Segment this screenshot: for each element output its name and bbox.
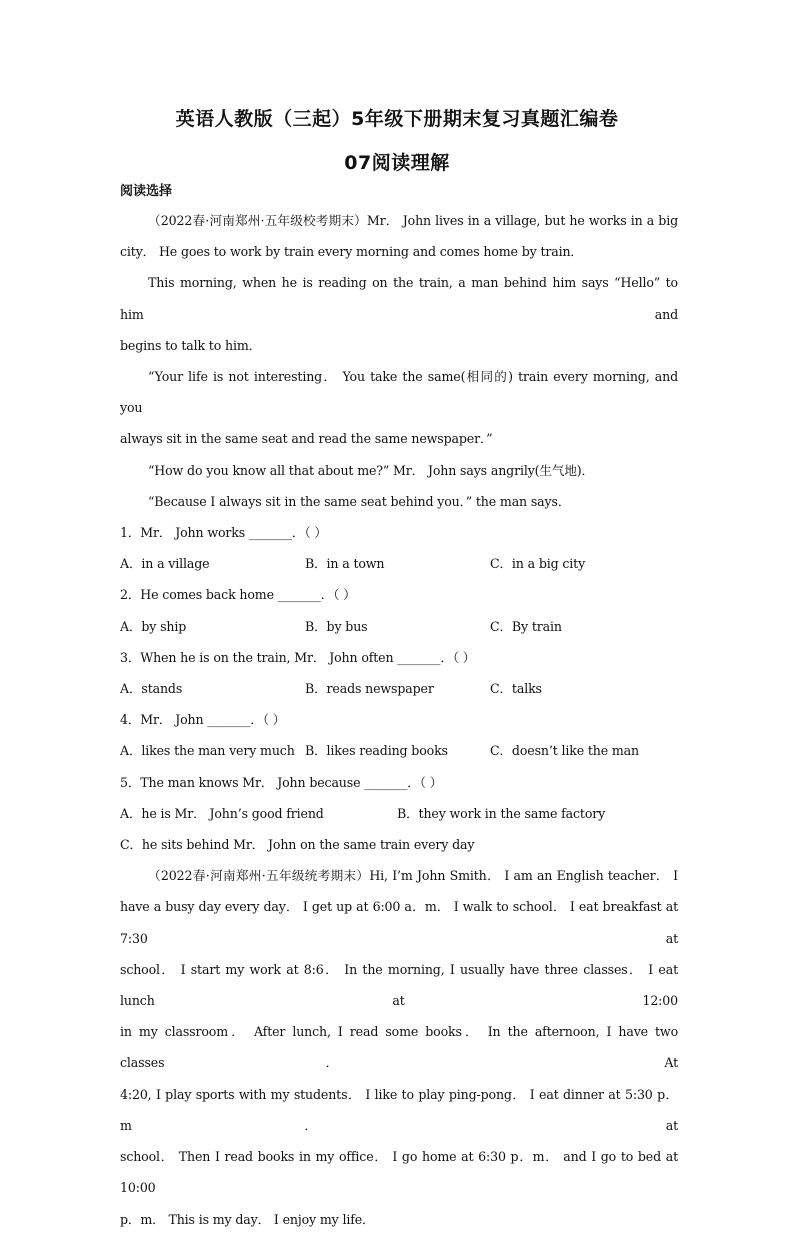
question-options (120, 611, 678, 642)
option-b[interactable]: B．reads newspaper (305, 681, 434, 697)
passage2-line: p．m． This is my day． I enjoy my life． (120, 1211, 375, 1227)
passage1-line: city． He goes to work by train every morning and comes home by train． (120, 244, 583, 260)
option-c[interactable]: C．doesn’t like the man (490, 743, 639, 759)
passage1-line: “Your life is not interesting． You take the same(相同的) train every morning, and you (120, 369, 678, 416)
option-a[interactable]: A．likes the man very much (120, 743, 295, 759)
passage1-line: This morning, when he is reading on the train, a man behind him says “Hello” to him and (120, 275, 678, 322)
page-title: 英语人教版（三起）5年级下册期末复习真题汇编卷 (175, 108, 619, 130)
question-stem: 5．The man knows Mr． John because _______．（ ） (120, 774, 443, 790)
passage1-line: （2022春·河南郑州·五年级校考期末）Mr． John lives in a village, but he works in a big (148, 213, 678, 228)
section-heading: 阅读选择 (120, 184, 173, 199)
passage2-line: have a busy day every day． I get up at 6:00 a．m． I walk to school． I eat breakfast at 7:30 at (120, 899, 678, 946)
passage2-line: 4:20, I play sports with my students． I like to play ping-pong． I eat dinner at 5:30 p．m． at (120, 1086, 678, 1133)
option-a[interactable]: A．by ship (120, 618, 187, 634)
option-a[interactable]: A．in a village (120, 556, 210, 572)
option-a[interactable]: A．stands (120, 681, 183, 697)
passage1-line: always sit in the same seat and read the same newspaper．” (120, 431, 493, 447)
question-stem: 3．When he is on the train, Mr． John often _______．（ ） (120, 649, 476, 665)
option-b[interactable]: B．in a town (305, 556, 385, 572)
passage1-line: “Because I always sit in the same seat behind you．” the man says． (148, 493, 571, 509)
passage1-line: “How do you know all that about me?” Mr． John says angrily(生气地)． (148, 462, 594, 478)
option-c[interactable]: C．in a big city (490, 556, 586, 572)
option-c[interactable]: C．By train (490, 618, 562, 634)
passage2-line: school． I start my work at 8:6． In the morning, I usually have three classes． I eat lunch at 12:00 (120, 961, 678, 1009)
question-options (120, 673, 678, 704)
question-options (120, 735, 678, 766)
content-body (120, 205, 678, 1235)
page-subtitle: 07阅读理解 (344, 152, 450, 174)
option-a[interactable]: A．he is Mr． John’s good friend (120, 805, 324, 821)
option-c[interactable]: C．he sits behind Mr． John on the same train every day (120, 837, 475, 853)
question-options (120, 548, 678, 579)
option-b[interactable]: B．likes reading books (305, 743, 448, 759)
question-stem: 1．Mr． John works _______．（ ） (120, 525, 327, 541)
option-b[interactable]: B．by bus (305, 618, 368, 634)
passage1-line: begins to talk to him． (120, 337, 262, 353)
question-options (120, 798, 678, 829)
question-stem: 2．He comes back home _______．（ ） (120, 587, 356, 603)
passage2-line: in my classroom． After lunch, I read some books． In the afternoon, I have two classes． At (120, 1024, 678, 1071)
question-stem: 4．Mr． John _______．（ ） (120, 712, 286, 728)
option-b[interactable]: B．they work in the same factory (397, 805, 606, 821)
passage2-line: school． Then I read books in my office． I go home at 6:30 p．m． and I go to bed at 10:00 (120, 1149, 678, 1196)
passage2-line: （2022春·河南郑州·五年级统考期末）Hi, I’m John Smith． I am an English teacher． I (148, 868, 678, 884)
option-c[interactable]: C．talks (490, 681, 542, 697)
